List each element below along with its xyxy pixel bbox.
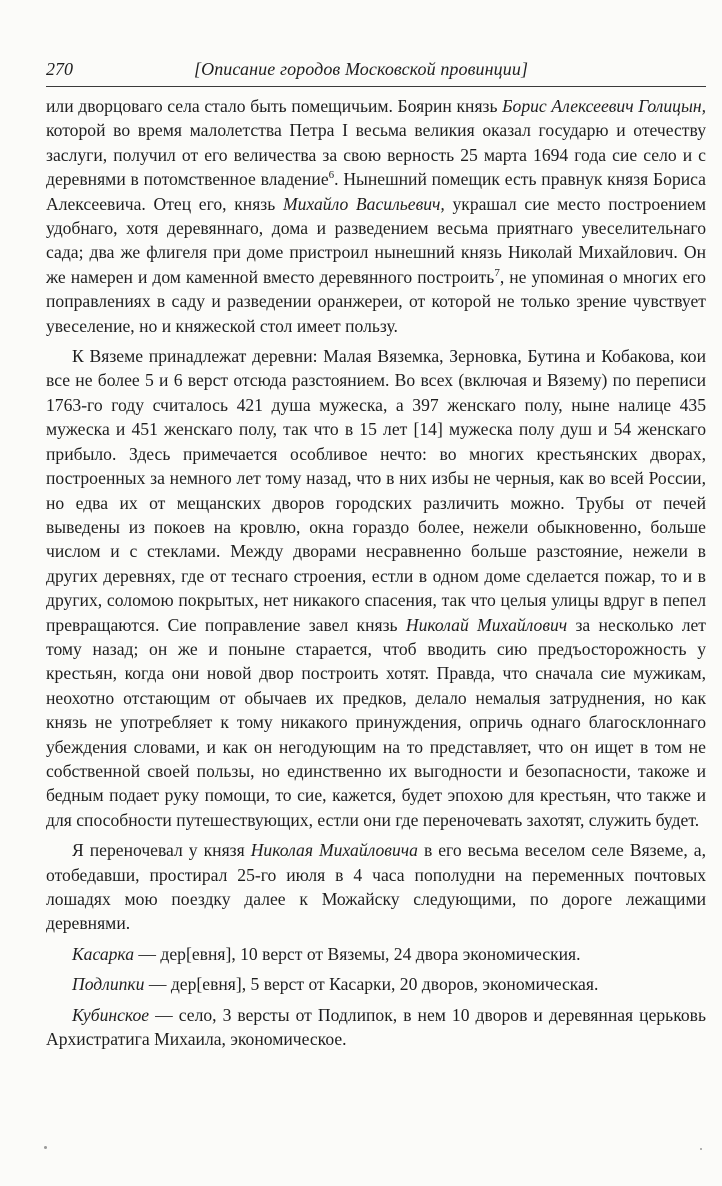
text-run: или дворцоваго села стало быть помещичьим. Боярин князь bbox=[46, 96, 503, 116]
italic-name: Касарка bbox=[72, 943, 135, 964]
scan-speck bbox=[44, 1146, 47, 1149]
text-run: за несколько лет тому назад; он же и поныне старается, чтоб вводить сию предъосторожность у крестьян, когда они новой двор построить хотят. Правда, что сначала сие мужикам, неохотно отстающим от обычаев их предков, делало немалыя затруднения, но как князь не употребляет к тому никакого принуждения, опричь однаго благосклоннаго убеждения словами, и как он негодующим на то представляет, что он ищет в том не собственной своей пользы, но единственно их выгодности и безопасности, такоже и бедным подает руку помощи, то сие, кажется, будет эпохою для крестьян, что также и для способности путешествующих, естли они где переночевать захотят, служить будет. bbox=[46, 614, 706, 830]
text-run: — дер[евня], 10 верст от Вяземы, 24 двора экономическия. bbox=[134, 943, 581, 964]
scan-speck bbox=[700, 1148, 702, 1150]
italic-name: Подлипки bbox=[72, 974, 145, 995]
running-title: [Описание городов Московской провинции] bbox=[194, 59, 529, 79]
paragraph bbox=[46, 94, 706, 338]
body-text bbox=[46, 94, 706, 1051]
text-run: украшал сие место построением удобнаго, хотя деревяннаго, дома и разведением весьма приятнаго увеселительнаго сада; два же флигеля при доме пристроил нынешний князь Николай Михайлович. Он же намерен и дом каменной вместо деревянного построить bbox=[46, 193, 706, 287]
text-run: — село, 3 версты от Подлипок, в нем 10 дворов и деревянная церьковь Архистратига Михаила, экономическое. bbox=[46, 1004, 706, 1050]
header-rule bbox=[46, 86, 706, 87]
footnote-ref: 7 bbox=[494, 266, 500, 279]
italic-name: Михайло Васильевич, bbox=[282, 193, 445, 214]
paragraph bbox=[46, 942, 706, 966]
text-run: Я переночевал у князя bbox=[72, 840, 251, 861]
paragraph bbox=[46, 972, 706, 996]
text-run: , не упоминая о многих его поправлениях в саду и разведении оранжереи, от которой не только зрение чувствует увеселение, но и княжеской стол имеет пользу. bbox=[46, 266, 706, 336]
text-run: . Нынешний помещик есть правнук князя Бориса Алексеевича. Отец его, князь bbox=[46, 169, 706, 214]
italic-name: Николая Михайловича bbox=[250, 840, 418, 861]
page-number: 270 bbox=[46, 59, 73, 79]
text-run: которой во время малолетства Петра I весьма великия оказал государю и отечеству заслуги, получил от его величества за свою верность 25 марта 1694 года сие село и с деревнями в потомственное владение bbox=[46, 120, 706, 190]
italic-name: Николай Михайлович bbox=[405, 614, 568, 635]
text-run: в его весьма веселом селе Вяземе, а, отобедавши, простирал 25-го июля в 4 часа пополудни на переменных почтовых лошадях мою поездку далее к Можайску следующими, по дороге лежащими деревнями. bbox=[46, 840, 706, 934]
italic-name: Борис Алексеевич Голицын, bbox=[502, 96, 706, 116]
paragraph bbox=[46, 344, 706, 832]
paragraph bbox=[46, 838, 706, 936]
footnote-ref: 6 bbox=[328, 169, 335, 182]
text-run: — дер[евня], 5 верст от Касарки, 20 дворов, экономическая. bbox=[144, 974, 599, 995]
paragraph bbox=[46, 1003, 706, 1052]
italic-name: Кубинское bbox=[72, 1004, 150, 1025]
text-run: К Вяземе принадлежат деревни: Малая Вяземка, Зерновка, Бутина и Кобакова, кои все не более 5 и 6 верст отсюда разстоянием. Во всех (включая и Вязему) по переписи 1763-го году считалось 421 душа мужеска, а 397 женскаго полу, ныне налице 435 мужеска и 451 женскаго полу, так что в 15 лет [14] мужеска полу душ и 54 женскаго прибыло. Здесь примечается особливое нечто: во многих крестьянских дворах, построенных за немного лет тому назад, что в них избы не черныя, как во всей России, но едва их от мещанских дворов городских различить можно. Трубы от печей выведены из покоев на кровлю, окна гораздо более, нежели обыкновенно, больше числом и с стеклами. Между дворами несравненно больше разстояние, нежели в других деревнях, где от теснаго строения, естли в одном доме сделается пожар, то и в других, соломою покрытых, нет никакого спасения, так что целыя улицы вдруг в пепел превращаются. Сие поправление завел князь bbox=[46, 346, 706, 635]
